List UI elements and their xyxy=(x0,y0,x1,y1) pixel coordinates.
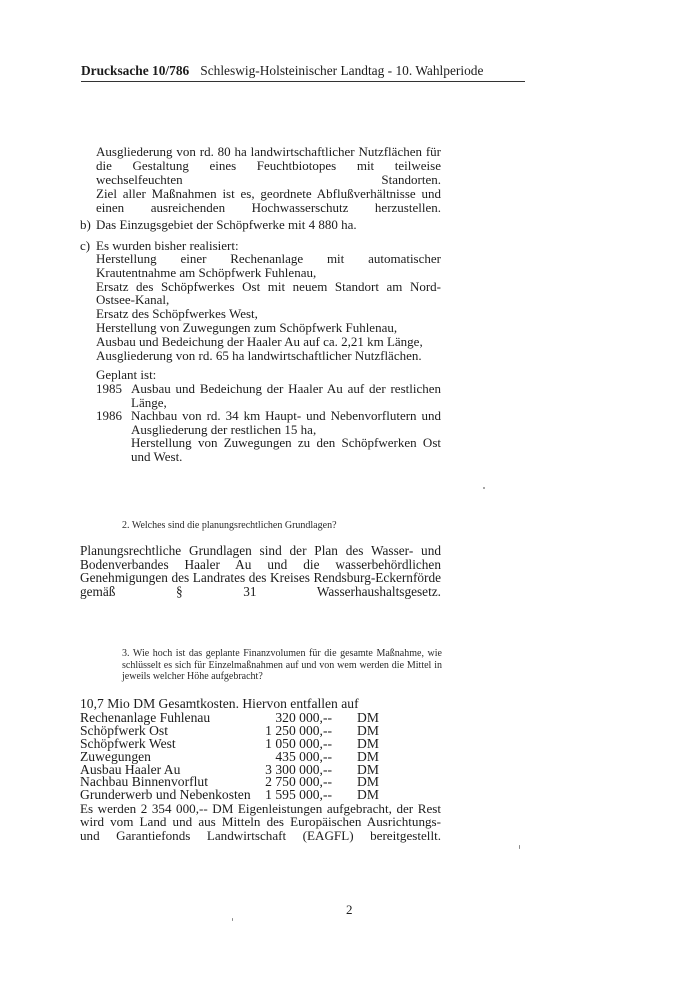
cost-label: Grunderwerb und Nebenkosten xyxy=(80,787,251,803)
list-item: Herstellung einer Rechenanlage mit automatischer Krautentnahme am Schöpfwerk Fuhlenau, xyxy=(96,251,441,280)
cost-label: Schöpfwerk West xyxy=(80,735,176,751)
cost-table xyxy=(80,712,380,802)
planned-year: 1985 xyxy=(96,381,122,396)
cost-unit: DM xyxy=(357,761,379,777)
planned-label: Geplant ist: xyxy=(96,367,157,382)
scan-speck xyxy=(519,845,520,849)
scan-speck xyxy=(232,918,233,921)
cost-amount: 320 000,-- xyxy=(275,710,332,725)
item-b-text: Das Einzugsgebiet der Schöpfwerke mit 4 880 ha. xyxy=(96,217,357,232)
cost-amount: 3 300 000,-- xyxy=(265,761,332,777)
question-3: 3. Wie hoch ist das geplante Finanzvolumen für die gesamte Maßnahme, wie schlüsselt es sich für Einzelmaßnahmen auf und von wem werden die Mittel in jeweils welcher Höhe aufgebracht? xyxy=(122,648,442,683)
answer-2: Planungsrechtliche Grundlagen sind der Plan des Wasser- und Bodenverbandes Haaler Au und die wasserbehördlichen Genehmigungen des Landrates des Kreises Rendsburg-Eckernförde gemäß § 31 Wasserhaushaltsgesetz. xyxy=(80,543,441,599)
cost-amount: 435 000,-- xyxy=(275,748,332,764)
cost-amount: 2 750 000,-- xyxy=(265,774,332,790)
list-item: Herstellung von Zuwegungen zum Schöpfwerk Fuhlenau, xyxy=(96,319,398,335)
intro-paragraph-2: Ziel aller Maßnahmen ist es, geordnete Abflußverhältnisse und einen ausreichenden Hochwasserschutz herzustellen. xyxy=(96,186,441,215)
cost-label: Zuwegungen xyxy=(80,748,151,764)
item-b-label: b) xyxy=(80,217,91,232)
header-rule xyxy=(81,81,525,82)
cost-amount: 1 250 000,-- xyxy=(265,722,332,738)
list-item: Ausbau und Bedeichung der Haaler Au auf ca. 2,21 km Länge, xyxy=(96,333,423,349)
list-item: Ersatz des Schöpfwerkes West, xyxy=(96,306,258,322)
cost-amount: 1 595 000,-- xyxy=(265,787,332,803)
cost-amount: 1 050 000,-- xyxy=(265,735,332,751)
page-number: 2 xyxy=(346,902,353,917)
item-c-label: c) xyxy=(80,238,91,253)
planned-text: Herstellung von Zuwegungen zu den Schöpfwerken Ost und West. xyxy=(131,435,441,464)
list-item: Ausgliederung von rd. 65 ha landwirtschaftlicher Nutzflächen. xyxy=(96,347,422,363)
cost-unit: DM xyxy=(357,722,379,738)
item-c-intro: Es wurden bisher realisiert: xyxy=(96,238,239,253)
cost-unit: DM xyxy=(357,748,379,764)
cost-label: Nachbau Binnenvorflut xyxy=(80,774,208,790)
cost-label: Rechenanlage Fuhlenau xyxy=(80,710,211,725)
question-2: 2. Welches sind die planungsrechtlichen Grundlagen? xyxy=(122,520,337,531)
answer-3-intro: 10,7 Mio DM Gesamtkosten. Hiervon entfallen auf xyxy=(80,696,359,711)
cost-unit: DM xyxy=(357,735,379,751)
document-number: Drucksache 10/786 xyxy=(81,63,190,78)
realized-measures-list xyxy=(96,252,441,362)
planned-text: Nachbau von rd. 34 km Haupt- und Nebenvorflutern und Ausgliederung der restlichen 15 ha, xyxy=(131,408,441,437)
planned-year: 1986 xyxy=(96,408,122,423)
planned-text: Ausbau und Bedeichung der Haaler Au auf der restlichen Länge, xyxy=(131,381,441,410)
list-item: Ersatz des Schöpfwerkes Ost mit neuem Standort am Nord-Ostsee-Kanal, xyxy=(96,278,441,308)
header-title: Schleswig-Holsteinischer Landtag - 10. Wahlperiode xyxy=(200,63,484,78)
scan-speck xyxy=(483,487,485,489)
intro-paragraph-1: Ausgliederung von rd. 80 ha landwirtschaftlicher Nutzflächen für die Gestaltung eines Feuchtbiotopes mit teilweise wechselfeuchten Standorten. xyxy=(96,144,441,187)
page-header xyxy=(81,62,525,80)
cost-label: Schöpfwerk Ost xyxy=(80,722,168,738)
cost-unit: DM xyxy=(357,710,379,725)
cost-unit: DM xyxy=(357,787,379,803)
answer-3-tail: Es werden 2 354 000,-- DM Eigenleistungen aufgebracht, der Rest wird vom Land und aus Mitteln des Europäischen Ausrichtungs- und Garantiefonds Landwirtschaft (EAGFL) bereitgestellt. xyxy=(80,801,441,843)
cost-label: Ausbau Haaler Au xyxy=(80,761,181,777)
cost-unit: DM xyxy=(357,774,379,790)
